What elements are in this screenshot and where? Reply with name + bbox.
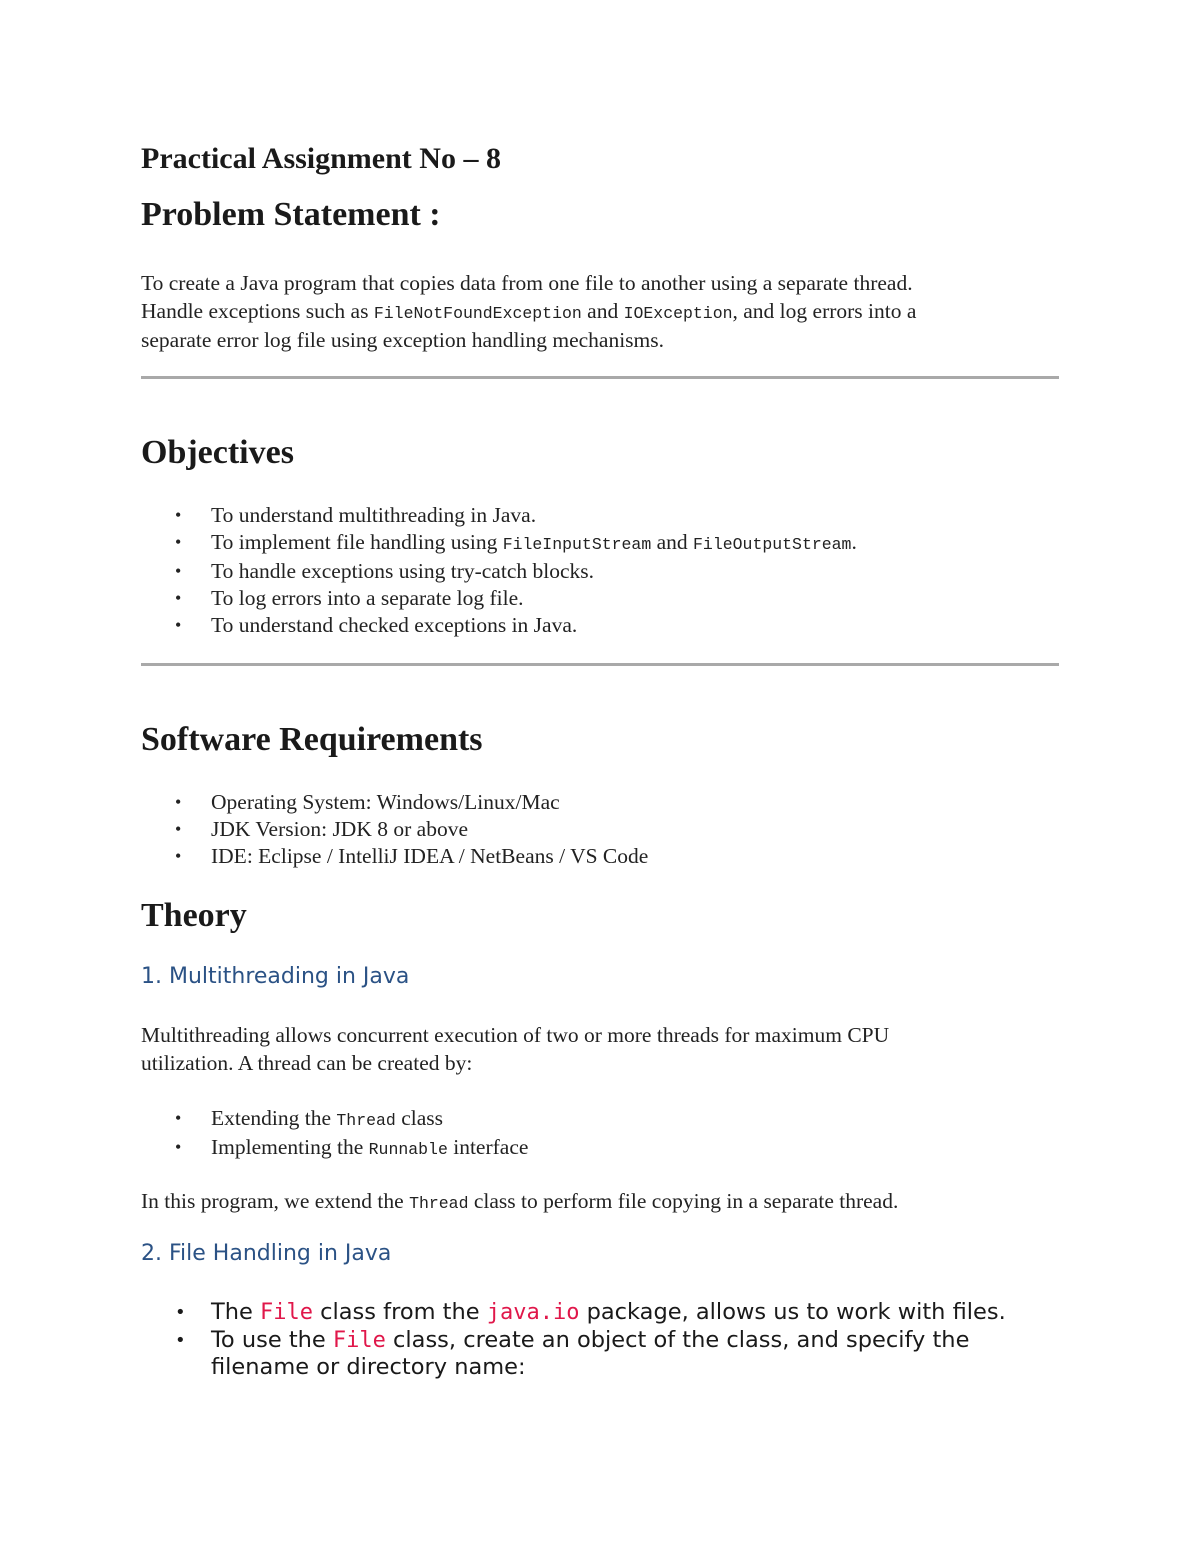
inline-code: Thread — [409, 1194, 469, 1213]
horizontal-divider — [141, 376, 1059, 379]
inline-code: FileOutputStream — [693, 535, 852, 554]
bullet-icon: • — [175, 846, 182, 866]
software-requirements-heading: Software Requirements — [141, 721, 483, 758]
problem-line-3: separate error log file using exception handling mechanisms. — [141, 328, 665, 352]
list-item: • To understand checked exceptions in Java. — [175, 613, 578, 637]
list-item: • To log errors into a separate log file. — [175, 586, 524, 610]
inline-code: Thread — [336, 1111, 396, 1130]
bullet-icon: • — [175, 1137, 182, 1157]
bullet-icon: • — [175, 792, 182, 812]
bullet-icon: • — [175, 505, 182, 525]
list-item: • The File class from the java.io package, allows us to work with files. — [175, 1299, 1006, 1325]
bullet-icon: • — [175, 1329, 186, 1351]
problem-line-2: Handle exceptions such as FileNotFoundException and IOException, and log errors into a — [141, 298, 917, 323]
software-requirements-list — [141, 789, 1059, 870]
list-item: • To use the File class, create an object of the class, and specify the filename or directory name: — [175, 1326, 970, 1380]
problem-statement-text — [141, 270, 1059, 355]
bullet-icon: • — [175, 819, 182, 839]
inline-code: FileInputStream — [502, 535, 652, 554]
multithreading-subheading: 1. Multithreading in Java — [141, 964, 410, 989]
list-item: • Extending the Thread class — [175, 1106, 443, 1130]
theory-heading: Theory — [141, 897, 247, 934]
inline-code: File — [332, 1327, 386, 1353]
list-item: • Operating System: Windows/Linux/Mac — [175, 790, 560, 814]
objectives-heading: Objectives — [141, 434, 294, 471]
list-item: • To implement file handling using FileInputStream and FileOutputStream. — [175, 530, 857, 554]
objectives-list — [141, 502, 1059, 639]
inline-code: java.io — [486, 1300, 580, 1325]
list-item: • Implementing the Runnable interface — [175, 1135, 529, 1159]
thread-creation-list — [141, 1105, 1059, 1163]
bullet-icon: • — [175, 532, 182, 552]
page-title: Practical Assignment No – 8 — [141, 142, 501, 175]
multithreading-paragraph: Multithreading allows concurrent execution of two or more threads for maximum CPU utilization. A thread can be created by: — [141, 1023, 890, 1075]
thread-usage-paragraph: In this program, we extend the Thread class to perform file copying in a separate thread. — [141, 1189, 899, 1213]
inline-code: File — [260, 1300, 313, 1325]
bullet-icon: • — [175, 1302, 186, 1323]
inline-code: FileNotFoundException — [373, 303, 582, 323]
file-handling-list — [141, 1299, 1059, 1382]
list-item: • IDE: Eclipse / IntelliJ IDEA / NetBeans / VS Code — [175, 844, 649, 868]
bullet-icon: • — [175, 615, 182, 635]
bullet-icon: • — [175, 1108, 182, 1128]
bullet-icon: • — [175, 561, 182, 581]
inline-code: IOException — [623, 303, 733, 323]
horizontal-divider — [141, 663, 1059, 666]
list-item: • JDK Version: JDK 8 or above — [175, 817, 468, 841]
bullet-icon: • — [175, 588, 182, 608]
list-item: • To understand multithreading in Java. — [175, 503, 537, 527]
problem-statement-heading: Problem Statement : — [141, 196, 441, 233]
inline-code: Runnable — [368, 1140, 448, 1159]
list-item: • To handle exceptions using try-catch blocks. — [175, 559, 595, 583]
file-handling-subheading: 2. File Handling in Java — [141, 1241, 392, 1266]
problem-line-1: To create a Java program that copies data from one file to another using a separate thread. — [141, 271, 913, 295]
